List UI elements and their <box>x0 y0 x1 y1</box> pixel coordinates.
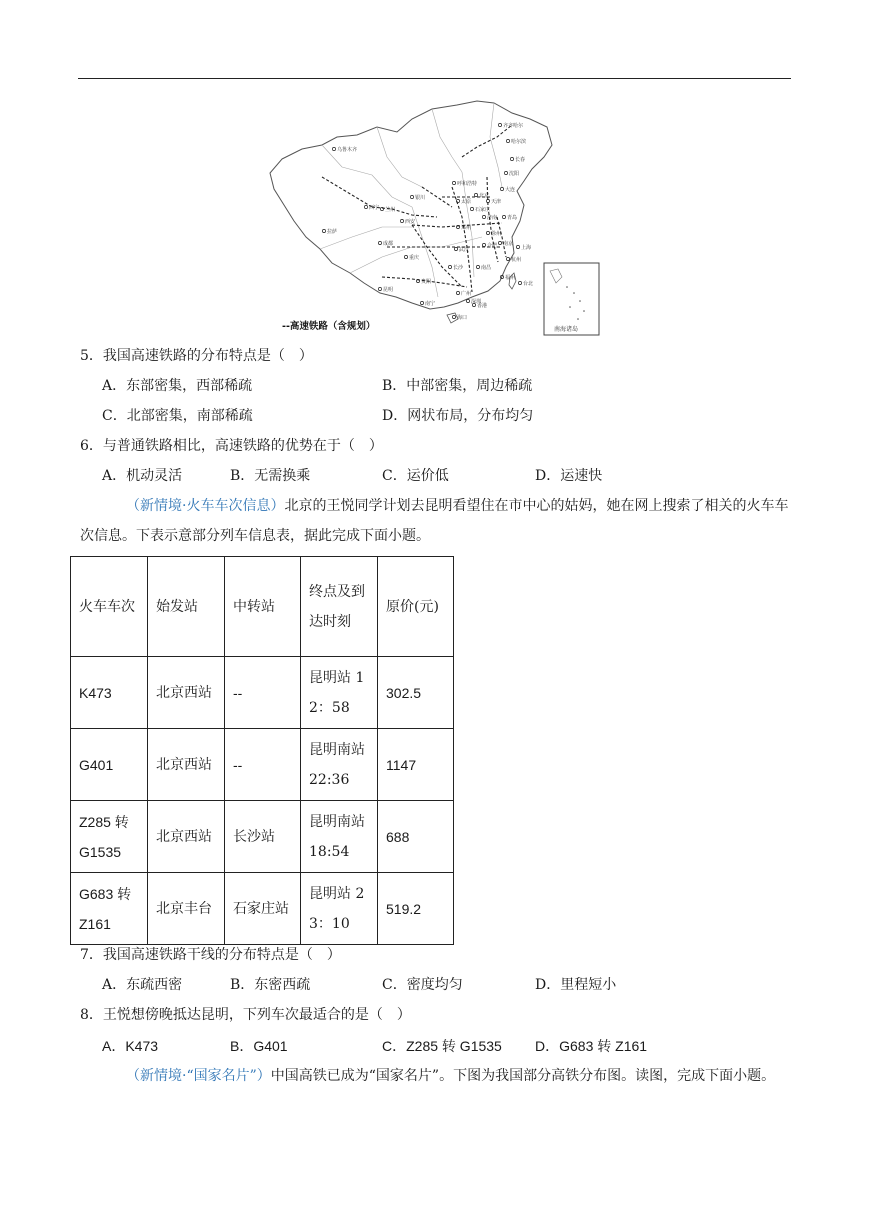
question-6-option-a[interactable]: A．机动灵活 <box>102 468 183 484</box>
city-label: 哈尔滨 <box>511 139 527 145</box>
city-label: 长春 <box>515 157 526 163</box>
table-cell: 519.2 <box>378 873 454 945</box>
south-china-sea-inset <box>544 263 599 335</box>
table-cell: 1147 <box>378 729 454 801</box>
city-label: 杭州 <box>511 257 522 263</box>
city-label: 重庆 <box>409 255 420 261</box>
question-8-option-d[interactable]: D．G683 转 Z161 <box>535 1038 648 1054</box>
city-label: 太原 <box>461 199 472 205</box>
city-marker <box>510 157 513 160</box>
city-marker <box>482 215 485 218</box>
city-label: 成都 <box>383 241 394 247</box>
city-marker <box>506 139 509 142</box>
city-marker <box>456 291 459 294</box>
city-marker <box>498 123 501 126</box>
city-marker <box>504 171 507 174</box>
city-label: 济南 <box>487 215 498 221</box>
city-marker <box>420 301 423 304</box>
city-label: 深圳 <box>471 299 482 305</box>
header-rule <box>78 78 791 79</box>
question-7-option-a[interactable]: A．东疏西密 <box>102 977 183 993</box>
city-marker <box>452 315 455 318</box>
table-cell: -- <box>225 657 301 729</box>
question-8-option-b[interactable]: B．G401 <box>230 1038 288 1054</box>
question-8-stem: 8．王悦想傍晚抵达昆明，下列车次最适合的是（ ） <box>80 1007 411 1023</box>
table-row <box>71 873 454 945</box>
city-marker <box>448 265 451 268</box>
question-5-option-b[interactable]: B．中部密集，周边稀疏 <box>382 378 533 394</box>
table-cell: 昆明南站 18:54 <box>301 801 378 873</box>
city-label: 贵阳 <box>421 279 432 285</box>
city-label: 台北 <box>523 281 534 287</box>
table-cell: 302.5 <box>378 657 454 729</box>
question-5-option-d[interactable]: D．网状布局，分布均匀 <box>382 408 534 424</box>
city-marker <box>400 219 403 222</box>
table-header-cell: 火车车次 <box>71 557 148 657</box>
city-label: 武汉 <box>459 247 470 253</box>
city-label: 广州 <box>461 291 472 297</box>
city-marker <box>410 195 413 198</box>
table-header-cell: 始发站 <box>148 557 225 657</box>
city-marker <box>322 229 325 232</box>
table-cell: K473 <box>71 657 148 729</box>
city-label: 南昌 <box>481 265 492 271</box>
table-cell: Z285 转 G1535 <box>71 801 148 873</box>
question-5-option-c[interactable]: C．北部密集，南部稀疏 <box>102 408 253 424</box>
train-info-table <box>70 556 454 945</box>
city-label: 银川 <box>415 195 426 201</box>
city-label: 青岛 <box>507 215 518 221</box>
city-label: 天津 <box>491 199 502 205</box>
question-7-option-c[interactable]: C．密度均匀 <box>382 977 463 993</box>
city-marker <box>466 299 469 302</box>
table-cell: 昆明站 12：58 <box>301 657 378 729</box>
city-marker <box>470 207 473 210</box>
table-cell: 北京西站 <box>148 657 225 729</box>
question-8-option-a[interactable]: A．K473 <box>102 1038 159 1054</box>
city-marker <box>516 245 519 248</box>
question-7-option-d[interactable]: D．里程短小 <box>535 977 617 993</box>
city-label: 合肥 <box>487 243 498 249</box>
table-header-cell: 原价(元) <box>378 557 454 657</box>
city-label: 海口 <box>457 315 468 321</box>
city-label: 沈阳 <box>509 171 520 177</box>
city-label: 兰州 <box>385 207 396 213</box>
table-cell: 长沙站 <box>225 801 301 873</box>
context-tag-national-card: （新情境·“国家名片”） <box>126 1068 271 1084</box>
city-label: 乌鲁木齐 <box>337 147 358 153</box>
table-cell: 北京丰台 <box>148 873 225 945</box>
city-label: 西宁 <box>369 205 380 211</box>
city-marker <box>518 281 521 284</box>
table-cell: 石家庄站 <box>225 873 301 945</box>
table-cell: 688 <box>378 801 454 873</box>
question-6-stem: 6．与普通铁路相比，高速铁路的优势在于（ ） <box>80 438 383 454</box>
question-6-option-c[interactable]: C．运价低 <box>382 468 449 484</box>
city-marker <box>332 147 335 150</box>
table-cell: 北京西站 <box>148 729 225 801</box>
table-header-cell: 终点及到达时刻 <box>301 557 378 657</box>
city-label: 西安 <box>405 219 416 225</box>
question-5-stem: 5．我国高速铁路的分布特点是（ ） <box>80 348 313 364</box>
city-marker <box>454 247 457 250</box>
city-label: 郑州 <box>461 225 472 231</box>
city-label: 石家庄 <box>475 207 491 213</box>
table-cell: G683 转 Z161 <box>71 873 148 945</box>
city-label: 南京 <box>503 241 514 247</box>
city-label: 徐州 <box>491 231 502 237</box>
city-marker <box>364 205 367 208</box>
context-tag-train-info: （新情境·火车车次信息） <box>126 498 285 514</box>
question-5-option-a[interactable]: A．东部密集，西部稀疏 <box>102 378 253 394</box>
city-marker <box>404 255 407 258</box>
table-cell: 昆明南站 22:36 <box>301 729 378 801</box>
city-label: 北京 <box>479 193 490 199</box>
city-marker <box>456 199 459 202</box>
city-label: 长沙 <box>453 265 464 271</box>
table-cell: G401 <box>71 729 148 801</box>
question-6-option-d[interactable]: D．运速快 <box>535 468 603 484</box>
map-svg <box>262 97 607 337</box>
city-label: 呼和浩特 <box>457 181 478 187</box>
city-label: 大连 <box>505 187 516 193</box>
china-high-speed-rail-map <box>262 97 607 337</box>
context-passage-train-info <box>80 491 790 551</box>
city-label: 南宁 <box>425 301 436 307</box>
table-row <box>71 801 454 873</box>
table-header-row <box>71 557 454 657</box>
question-6-option-b[interactable]: B．无需换乘 <box>230 468 311 484</box>
city-marker <box>378 241 381 244</box>
city-marker <box>502 215 505 218</box>
city-marker <box>506 257 509 260</box>
city-marker <box>378 287 381 290</box>
table-row <box>71 657 454 729</box>
city-label: 香港 <box>477 303 488 309</box>
city-label: 齐齐哈尔 <box>503 123 524 129</box>
city-label: 拉萨 <box>327 229 338 235</box>
city-marker <box>476 265 479 268</box>
question-8-option-c[interactable]: C．Z285 转 G1535 <box>382 1038 502 1054</box>
context-text-national-card: 中国高铁已成为“国家名片”。下图为我国部分高铁分布图。读图，完成下面小题。 <box>270 1068 776 1084</box>
city-label: 上海 <box>521 245 532 251</box>
city-marker <box>486 231 489 234</box>
city-marker <box>474 193 477 196</box>
table-header-cell: 中转站 <box>225 557 301 657</box>
context-passage-national-card <box>80 1061 790 1091</box>
question-7-stem: 7．我国高速铁路干线的分布特点是（ ） <box>80 947 341 963</box>
city-label: 福州 <box>505 275 516 281</box>
city-marker <box>452 181 455 184</box>
city-marker <box>500 187 503 190</box>
map-legend: --高速铁路（含规划） <box>282 321 376 332</box>
city-label: 昆明 <box>383 287 394 293</box>
city-marker <box>482 243 485 246</box>
inset-label: 南海诸岛 <box>554 326 579 333</box>
table-cell: 北京西站 <box>148 801 225 873</box>
city-marker <box>498 241 501 244</box>
table-cell: -- <box>225 729 301 801</box>
question-7-option-b[interactable]: B．东密西疏 <box>230 977 311 993</box>
table-cell: 昆明站 23：10 <box>301 873 378 945</box>
context-text-train-info: 北京的王悦同学计划去昆明看望住在市中心的姑妈，她在网上搜索了相关的火车车次信息。下表示意部分列车信息表，据此完成下面小题。 <box>80 498 789 544</box>
table-row <box>71 729 454 801</box>
